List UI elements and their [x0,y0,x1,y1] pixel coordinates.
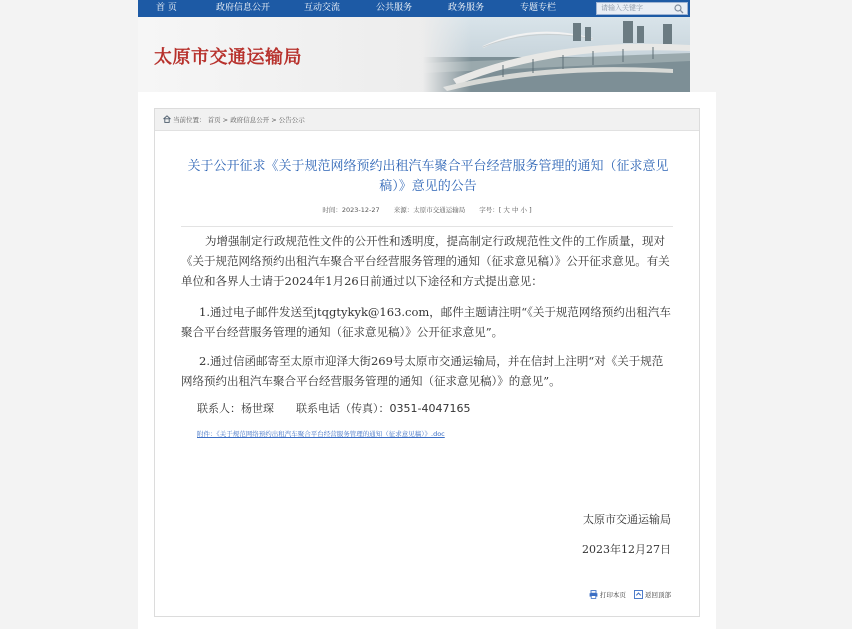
meta-date-value: 2023-12-27 [341,206,380,214]
attachment-link[interactable]: 附件：《关于规范网络预约出租汽车聚合平台经营服务管理的通知（征求意见稿）》.doc [197,430,445,438]
breadcrumb [155,109,699,131]
article-paragraph-mail: 2.通过信函邮寄至太原市迎泽大街269号太原市交通运输局，并在信封上注明“对《关于规范网络预约出租汽车聚合平台经营服务管理的通知（征求意见稿）》的意见”。 [181,354,664,388]
meta-source-value: 太原市交通运输局 [413,206,466,214]
back-to-top-icon [634,590,643,599]
article-meta [155,205,699,214]
nav-item-home[interactable]: 首 页 [156,3,177,13]
site-banner [138,17,690,92]
printer-icon [589,590,598,599]
back-to-top-button[interactable] [634,590,671,599]
search-input[interactable] [596,2,688,15]
meta-fontsize [479,206,531,214]
breadcrumb-separator: > [222,116,229,124]
print-button[interactable] [589,590,626,599]
search-placeholder: 请输入关键字 [601,4,643,12]
nav-item-special-topics[interactable]: 专题专栏 [520,3,557,13]
contact-person: 联系人：杨世琛 [197,402,274,415]
fontsize-switcher[interactable]: [ 大 中 小 ] [498,206,532,214]
breadcrumb-home[interactable]: 首页 [207,116,221,124]
bridge-banner-image [423,17,690,92]
home-icon [163,115,171,123]
article-paragraph-email: 1.通过电子邮件发送至jtqgtykyk@163.com，邮件主题请注明“《关于规范网络预约出租汽车聚合平台经营服务管理的通知（征求意见稿）》公开征求意见”。 [181,305,671,339]
signature-organization: 太原市交通运输局 [583,513,671,526]
meta-source [394,206,466,214]
meta-date-label: 时间： [322,206,342,214]
breadcrumb-gov-info[interactable]: 政府信息公开 [230,116,270,124]
meta-source-label: 来源： [393,206,414,214]
page-tools [583,590,671,599]
breadcrumb-label: 当前位置： [173,116,206,124]
breadcrumb-notices[interactable]: 公告公示 [278,116,305,124]
breadcrumb-separator: > [271,116,277,124]
meta-date [322,206,379,214]
article-panel [154,108,700,617]
divider [181,226,673,227]
article-paragraph-intro: 为增强制定行政规范性文件的公开性和透明度，提高制定行政规范性文件的工作质量，现对《关于规范网络预约出租汽车聚合平台经营服务管理的通知（征求意见稿）》公开征求意见。有关单位和各界人士请于2024年1月26日前通过以下途径和方式提出意见： [181,234,670,288]
back-to-top-label: 返回顶部 [645,591,671,599]
contact-phone: 联系电话（传真）：0351-4047165 [296,402,471,415]
contact-info [197,400,470,418]
nav-item-interaction[interactable]: 互动交流 [304,3,341,13]
site-title: 太原市交通运输局 [154,47,302,68]
nav-item-public-service[interactable]: 公共服务 [376,3,413,13]
meta-fontsize-label: 字号： [479,206,499,214]
nav-item-gov-info[interactable]: 政府信息公开 [216,3,271,13]
print-label: 打印本页 [599,591,626,599]
search-icon[interactable] [674,4,684,14]
signature-date: 2023年12月27日 [582,543,671,556]
article-title: 关于公开征求《关于规范网络预约出租汽车聚合平台经营服务管理的通知（征求意见稿）》意见的公告 [187,159,669,194]
top-navigation [138,0,690,17]
content-card [138,92,716,629]
nav-item-gov-service[interactable]: 政务服务 [448,3,485,13]
